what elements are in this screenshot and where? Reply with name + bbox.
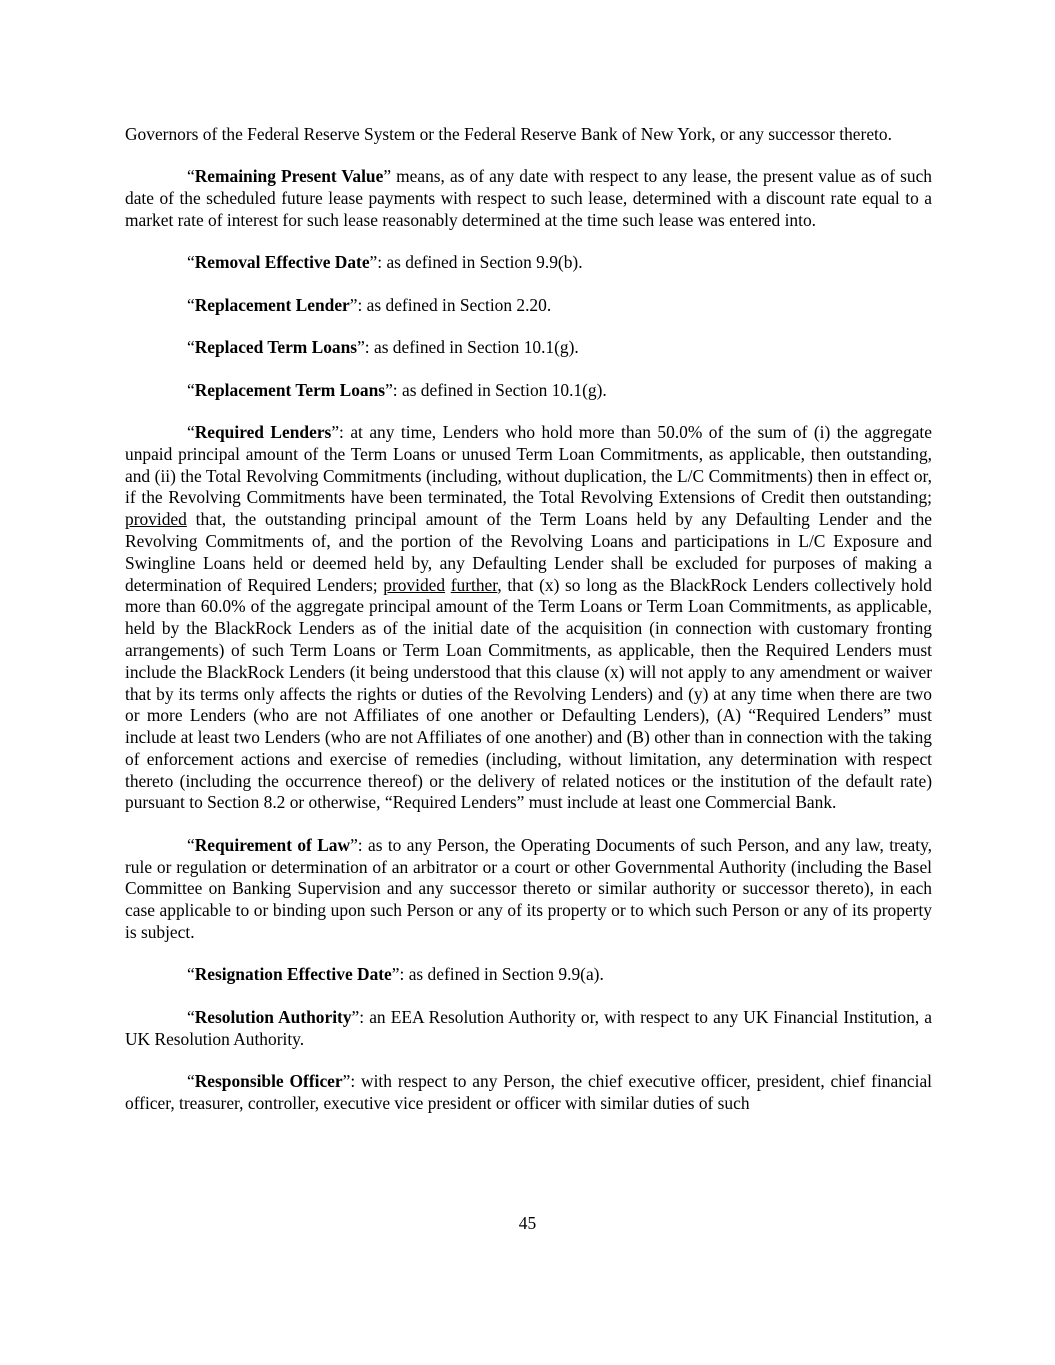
definition-responsible-officer: “Responsible Officer”: with respect to any Person, the chief executive officer, president, chief financial officer, treasurer, controller, executive vice president or officer with similar duties of such (125, 1071, 932, 1113)
provided-term: provided (125, 509, 187, 530)
definition-resignation-effective-date: “Resignation Effective Date”: as defined in Section 9.9(a). (187, 964, 604, 985)
definition-body: : as defined in Section 9.9(a). (399, 964, 604, 985)
definition-body: : as to any Person, the Operating Documents of such Person, and any law, treaty, rule or regulation or determination of an arbitrator or a court or other Governmental Authority (including the Basel Committee on Banking Supervision and any successor thereto or similar authority or successor thereto), in each case applicable to or binding upon such Person or any of its property or to which such Person or any of its property is subject. (125, 834, 933, 943)
definition-resolution-authority: “Resolution Authority”: an EEA Resolution Authority or, with respect to any UK Financial Institution, a UK Resolution Authority. (125, 1006, 932, 1049)
definition-required-lenders: “Required Lenders”: at any time, Lenders who hold more than 50.0% of the sum of (i) the aggregate unpaid principal amount of the Term Loans or unused Term Loan Commitments, as applicable, then outstanding, and (ii) the Total Revolving Commitments (including, without duplication, the L/C Commitments) then in effect or, if the Revolving Commitments have been terminated, the Total Revolving Extensions of Credit then outstanding; provided that, the outstanding principal amount of the Term Loans held by any Defaulting Lender and the Revolving Commitments of, and the portion of the Revolving Loans and participations in L/C Exposure and Swingline Loans held or deemed held by, any Defaulting Lender shall be excluded for purposes of making a determination of Required Lenders; provided further, that (x) so long as the BlackRock Lenders collectively hold more than 60.0% of the aggregate principal amount of the Term Loans or Term Loan Commitments, as applicable, held by the BlackRock Lenders as of the initial date of the acquisition (in connection with customary fronting arrangements) of such Term Loans or Term Loan Commitments, as applicable, then the Required Lenders must include the BlackRock Lenders (it being understood that this clause (x) will not apply to any amendment or waiver that by its terms only affects the rights or duties of the Revolving Lenders) and (y) at any time when there are two or more Lenders (who are not Affiliates of one another or Defaulting Lenders), (A) “Required Lenders” must include at least two Lenders (who are not Affiliates of one another) and (B) other than in connection with the taking of enforcement actions and exercise of remedies (including, without limitation, any determination with respect thereto (including the occurrence thereof) or the delivery of related notices or the institution of the default rate) pursuant to Section 8.2 or otherwise, “Required Lenders” must include at least one Commercial Bank. (125, 421, 932, 813)
defined-term: Removal Effective Date (194, 252, 370, 273)
paragraph-continuation (125, 124, 932, 146)
definition-body: , that (x) so long as the BlackRock Lenders collectively hold more than 60.0% of the aggregate principal amount of the Term Loans or Term Loan Commitments, as applicable, held by the BlackRock Lenders as of the initial date of the acquisition (in connection with customary fronting arrangements) of such Term Loans or Term Loan Commitments, as applicable, then the Required Lenders must include the BlackRock Lenders (it being understood that this clause (x) will not apply to any amendment or waiver that by its terms only affects the rights or duties of the Revolving Lenders) and (y) at any time when there are two or more Lenders (who are not Affiliates of one another or Defaulting Lenders), (A) “Required Lenders” must include at least two Lenders (who are not Affiliates of one another) and (B) other than in connection with the taking of enforcement actions and exercise of remedies (including, without limitation, any determination with respect thereto (including the occurrence thereof) or the delivery of related notices or the institution of the default rate) pursuant to Section 8.2 or otherwise, “Required Lenders” must include at least one Commercial Bank. (125, 574, 932, 813)
definition-remaining-present-value: “Remaining Present Value” means, as of any date with respect to any lease, the present value as of such date of the scheduled future lease payments with respect to such lease, determined with a discount rate equal to a market rate of interest for such lease reasonably determined at the time such lease was entered into. (125, 166, 932, 230)
definition-body: : with respect to any Person, the chief executive officer, president, chief financial officer, treasurer, controller, executive vice president or officer with similar duties of such (125, 1071, 932, 1113)
defined-term: Resolution Authority (194, 1006, 352, 1027)
definition-body: means, as of any date with respect to any lease, the present value as of such date of the scheduled future lease payments with respect to such lease, determined with a discount rate equal to a market rate of interest for such lease reasonably determined at the time such lease was entered into. (125, 166, 932, 230)
definition-body: that, the outstanding principal amount of the Term Loans held by any Defaulting Lender and the Revolving Commitments of, and the portion of the Revolving Loans and participations in L/C Exposure and Swingline Loans held or deemed held by, any Defaulting Lender shall be excluded for purposes of making a determination of Required Lenders; (125, 509, 932, 595)
defined-term: Responsible Officer (194, 1071, 343, 1092)
definition-replacement-lender: “Replacement Lender”: as defined in Section 2.20. (187, 294, 552, 315)
defined-term: Resignation Effective Date (194, 964, 392, 985)
definition-body: : as defined in Section 9.9(b). (377, 252, 583, 273)
further-term: further (450, 574, 498, 595)
definition-replacement-term-loans: “Replacement Term Loans”: as defined in Section 10.1(g). (187, 379, 607, 400)
definition-body: : as defined in Section 10.1(g). (364, 337, 579, 358)
definition-replaced-term-loans: “Replaced Term Loans”: as defined in Section 10.1(g). (187, 337, 579, 358)
document-page (125, 124, 932, 1115)
definition-removal-effective-date: “Removal Effective Date”: as defined in Section 9.9(b). (187, 252, 583, 273)
definition-body: : as defined in Section 2.20. (357, 294, 552, 315)
defined-term: Replaced Term Loans (194, 337, 358, 358)
defined-term: Remaining Present Value (194, 166, 384, 187)
defined-term: Requirement of Law (194, 834, 351, 855)
defined-term: Required Lenders (194, 421, 332, 442)
defined-term: Replacement Term Loans (194, 379, 386, 400)
paragraph-text: Governors of the Federal Reserve System or the Federal Reserve Bank of New York, or any successor thereto. (125, 124, 892, 144)
provided-term: provided (383, 574, 446, 595)
definition-body: : an EEA Resolution Authority or, with respect to any UK Financial Institution, a UK Resolution Authority. (125, 1006, 932, 1049)
definition-body: : as defined in Section 10.1(g). (392, 379, 607, 400)
defined-term: Replacement Lender (194, 294, 350, 315)
definition-requirement-of-law: “Requirement of Law”: as to any Person, the Operating Documents of such Person, and any law, treaty, rule or regulation or determination of an arbitrator or a court or other Governmental Authority (including the Basel Committee on Banking Supervision and any successor thereto or similar authority or successor thereto), in each case applicable to or binding upon such Person or any of its property or to which such Person or any of its property is subject. (125, 834, 933, 943)
page-number: 45 (518, 1213, 537, 1233)
definition-body: : at any time, Lenders who hold more than 50.0% of the sum of (i) the aggregate unpaid principal amount of the Term Loans or unused Term Loan Commitments, as applicable, then outstanding, and (ii) the Total Revolving Commitments (including, without duplication, the L/C Commitments) then in effect or, if the Revolving Commitments have been terminated, the Total Revolving Extensions of Credit then outstanding; (125, 421, 932, 508)
